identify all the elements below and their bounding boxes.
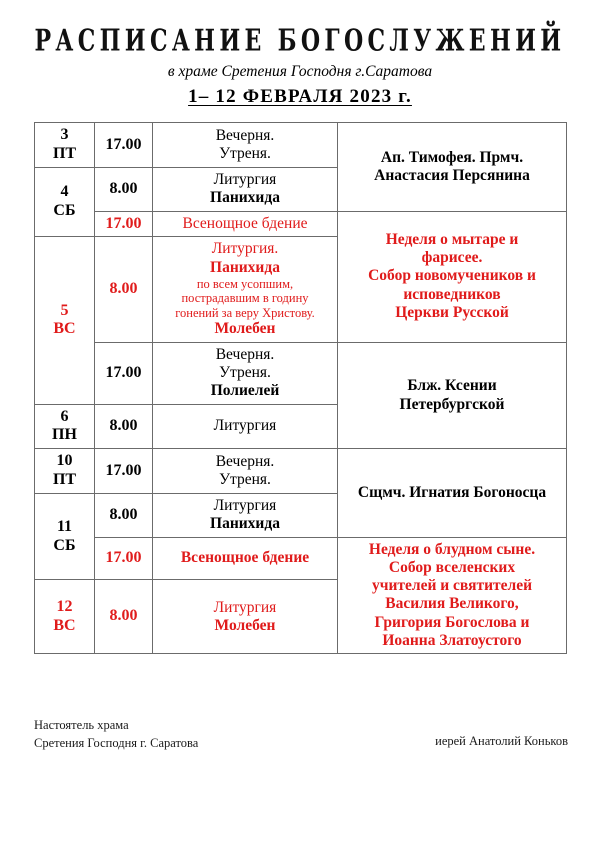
schedule-table-wrapper — [34, 122, 566, 654]
commemoration-line: Иоанна Златоустого — [382, 632, 522, 650]
service-line: Всенощное бдение — [180, 549, 310, 567]
commemoration-line: Собор вселенских — [388, 558, 516, 576]
date-day: 11 — [56, 517, 73, 535]
service-line: гонений за веру Христову. — [175, 305, 315, 320]
commemoration-cell — [338, 211, 567, 342]
commemoration-line: фарисее. — [421, 249, 483, 267]
time-cell: 8.00 — [95, 580, 153, 654]
commemoration-line: Собор новомучеников и — [368, 267, 536, 285]
date-weekday: ПН — [52, 426, 77, 444]
service-cell — [153, 342, 338, 404]
date-weekday: ВС — [53, 320, 76, 338]
table-row — [35, 123, 567, 168]
commemoration-line: Блж. Ксении — [407, 377, 497, 395]
commemoration-line: учителей и святителей — [371, 577, 533, 595]
date-cell — [35, 580, 95, 654]
service-line: Литургия. — [211, 240, 279, 258]
service-line: Литургия — [213, 598, 277, 616]
service-line: пострадавшим в годину — [181, 291, 309, 306]
commemoration-line: Василия Великого, — [385, 595, 519, 613]
page-title: РАСПИСАНИЕ БОГОСЛУЖЕНИЙ — [34, 23, 566, 58]
date-cell — [35, 494, 95, 580]
time-cell: 17.00 — [95, 537, 153, 580]
service-line: Молебен — [214, 320, 276, 338]
service-cell — [153, 537, 338, 580]
service-line: Панихида — [210, 258, 280, 276]
commemoration-line: Ап. Тимофея. Прмч. — [380, 148, 524, 166]
service-cell — [153, 494, 338, 538]
service-line: Литургия — [213, 497, 277, 515]
schedule-table — [34, 122, 567, 654]
date-weekday: ПТ — [52, 471, 77, 489]
service-cell — [153, 580, 338, 654]
commemoration-line: Григория Богослова и — [374, 613, 530, 631]
service-cell — [153, 211, 338, 237]
service-line: Всенощное бдение — [182, 214, 308, 232]
service-cell — [153, 404, 338, 449]
service-line: Молебен — [214, 616, 276, 634]
service-line: Полиелей — [210, 382, 280, 400]
service-cell — [153, 123, 338, 168]
footer-role-line2: Сретения Господня г. Саратова — [34, 736, 199, 751]
date-weekday: СБ — [53, 536, 76, 554]
service-line: Панихида — [210, 189, 280, 207]
service-cell — [153, 449, 338, 494]
service-line: Утреня. — [219, 145, 271, 163]
table-row — [35, 449, 567, 494]
schedule-body — [35, 123, 567, 654]
commemoration-cell — [338, 537, 567, 654]
service-line: Вечерня. — [215, 126, 275, 144]
service-line: Вечерня. — [215, 452, 275, 470]
date-cell — [35, 404, 95, 449]
commemoration-line: Анастасия Персянина — [374, 166, 530, 184]
commemoration-line: исповедников — [403, 285, 501, 303]
footer-role-line1: Настоятель храма — [34, 718, 129, 732]
church-subtitle: в храме Сретения Господня г.Саратова — [167, 63, 433, 81]
date-cell — [35, 167, 95, 236]
service-line: Утреня. — [219, 364, 271, 381]
date-weekday: ВС — [53, 616, 76, 634]
date-weekday: ПТ — [52, 145, 77, 163]
service-cell — [153, 237, 338, 342]
time-cell: 8.00 — [95, 404, 153, 449]
date-day: 6 — [60, 407, 69, 425]
date-day: 10 — [56, 452, 73, 470]
footer-signatory-role — [34, 716, 198, 752]
commemoration-cell — [338, 342, 567, 449]
date-weekday: СБ — [53, 202, 76, 220]
date-cell — [35, 237, 95, 404]
time-cell: 17.00 — [95, 123, 153, 168]
time-cell: 17.00 — [95, 342, 153, 404]
time-cell: 8.00 — [95, 237, 153, 342]
date-day: 3 — [60, 126, 69, 144]
service-cell — [153, 167, 338, 211]
footer — [34, 716, 568, 752]
date-cell — [35, 449, 95, 494]
table-row — [35, 537, 567, 580]
commemoration-line: Сщмч. Игнатия Богоносца — [357, 483, 547, 501]
date-day: 4 — [60, 183, 69, 201]
date-cell — [35, 123, 95, 168]
time-cell: 8.00 — [95, 494, 153, 538]
commemoration-line: Церкви Русской — [395, 304, 509, 322]
service-line: Литургия — [213, 417, 277, 435]
commemoration-line: Петербургской — [399, 395, 505, 413]
commemoration-line: Неделя о мытаре и — [385, 230, 519, 248]
service-line: Панихида — [210, 515, 280, 533]
service-line: по всем усопшим, — [196, 276, 294, 291]
time-cell: 17.00 — [95, 449, 153, 494]
commemoration-line: Неделя о блудном сыне. — [368, 540, 536, 558]
time-cell: 17.00 — [95, 211, 153, 237]
commemoration-cell — [338, 123, 567, 211]
date-range: 1– 12 ФЕВРАЛЯ 2023 г. — [188, 86, 412, 108]
service-line: Вечерня. — [215, 345, 275, 363]
commemoration-cell — [338, 449, 567, 537]
date-day: 5 — [60, 301, 69, 319]
table-row — [35, 342, 567, 404]
table-row — [35, 211, 567, 237]
date-day: 12 — [56, 597, 73, 615]
service-line: Утреня. — [219, 471, 271, 489]
service-line: Литургия — [213, 170, 277, 188]
footer-signatory-name: иерей Анатолий Коньков — [435, 734, 568, 748]
document-header — [0, 0, 600, 108]
time-cell: 8.00 — [95, 167, 153, 211]
